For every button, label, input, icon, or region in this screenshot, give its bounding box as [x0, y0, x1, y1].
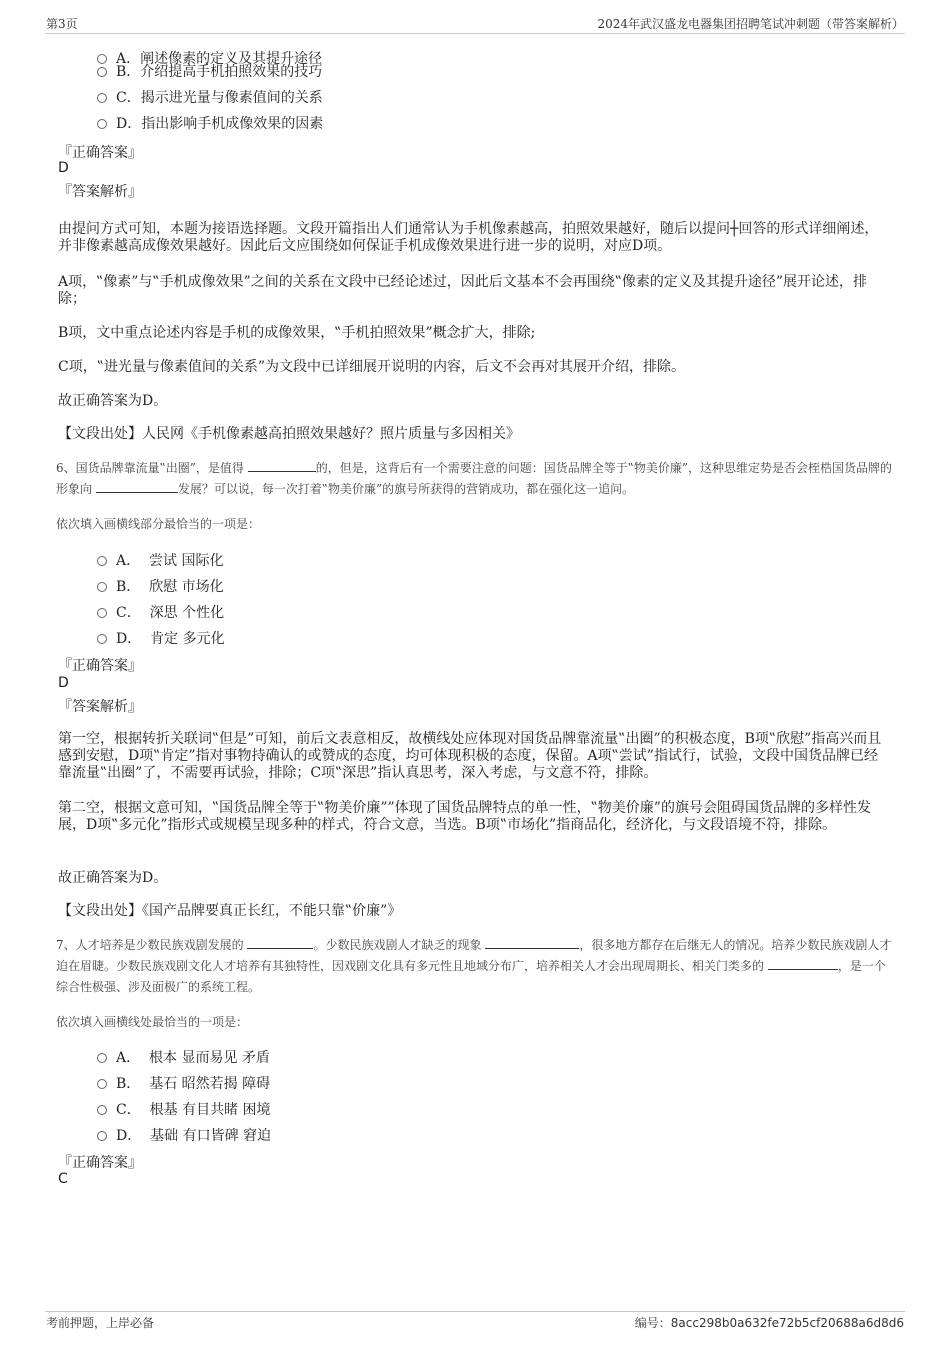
analysis-paragraph: B项，文中重点论述内容是手机的成像效果，‟手机拍照效果”概念扩大，排除;	[58, 325, 536, 341]
option-b[interactable]: B．介绍提高手机拍照效果的技巧	[97, 61, 322, 81]
option-c[interactable]: C． 根基 有目共睹 困境	[97, 1099, 271, 1119]
conclusion: 故正确答案为D。	[58, 870, 168, 886]
answer-label: 『正确答案』	[58, 1155, 142, 1171]
option-c[interactable]: C．揭示进光量与像素值间的关系	[97, 87, 323, 107]
radio-icon[interactable]	[97, 1131, 107, 1141]
option-text: 根本 显而易见 矛盾	[149, 1050, 270, 1066]
question-6-stem: 6、国货品牌靠流量‟出圈”，是值得 的，但是，这背后有一个需要注意的问题：国货品牌全等于‟物美价廉”，这种思维定势是否会桎梏国货品牌的形象向 发展？可以说，每一次打着‟物美价廉”的旗号所获得的营销成功，都在强化这一追问。	[56, 458, 894, 500]
radio-icon[interactable]	[97, 1105, 107, 1115]
header-divider	[45, 33, 905, 34]
fill-blank	[485, 935, 579, 949]
radio-icon[interactable]	[97, 634, 107, 644]
option-text: 指出影响手机成像效果的因素	[141, 116, 324, 132]
option-text: 根基 有目共睹 困境	[149, 1102, 271, 1118]
page-number: 第3页	[46, 17, 78, 31]
question-prompt: 依次填入画横线部分最恰当的一项是：	[56, 517, 261, 531]
answer-value: C	[58, 1171, 68, 1187]
radio-icon[interactable]	[97, 582, 107, 592]
document-code: 编号：8acc298b0a632fe72b5cf20688a6d8d6	[634, 1316, 904, 1330]
radio-icon[interactable]	[97, 1079, 107, 1089]
option-text: 揭示进光量与像素值间的关系	[140, 90, 323, 106]
radio-icon[interactable]	[97, 608, 107, 618]
option-b[interactable]: B． 欣慰 市场化	[97, 576, 224, 596]
radio-icon[interactable]	[97, 67, 107, 77]
option-text: 欣慰 市场化	[149, 579, 224, 595]
analysis-paragraph: 第一空，根据转折关联词‟但是”可知，前后文表意相反，故横线处应体现对国货品牌靠流量‟出圈”的积极态度，B项‟欣慰”指高兴而且感到安慰，D项‟肯定”指对事物持确认的或赞成的态度，均可体现积极的态度，保留。A项‟尝试”指试行，试验，文段中国货品牌已经靠流量‟出圈”了，不需要再试验，排除；C项‟深思”指认真思考，深入考虑，与文意不符，排除。	[58, 731, 882, 781]
answer-label: 『正确答案』	[58, 145, 142, 161]
option-d[interactable]: D． 基础 有口皆碑 窘迫	[97, 1125, 271, 1145]
question-prompt: 依次填入画横线处最恰当的一项是：	[56, 1015, 249, 1029]
answer-value: D	[58, 160, 69, 176]
option-text: 阐述像素的定义及其提升途径	[140, 51, 323, 67]
analysis-paragraph: 第二空，根据文意可知，‟国货品牌全等于‟物美价廉””体现了国货品牌特点的单一性，‟物美价廉”的旗号会阻碍国货品牌的多样性发展，D项‟多元化”指形式或规模呈现多种的样式，符合文意，当选。B项‟市场化”指商品化，经济化，与文段语境不符，排除。	[58, 800, 871, 833]
source-citation: 【文段出处】《国产品牌要真正长红，不能只靠‟价廉”》	[58, 903, 402, 919]
analysis-label: 『答案解析』	[58, 184, 142, 200]
option-b[interactable]: B． 基石 昭然若揭 障碍	[97, 1073, 270, 1093]
conclusion: 故正确答案为D。	[58, 393, 168, 409]
fill-blank	[248, 458, 316, 472]
option-a[interactable]: A．阐述像素的定义及其提升途径	[97, 48, 322, 68]
answer-label: 『正确答案』	[58, 658, 142, 674]
option-c[interactable]: C． 深思 个性化	[97, 602, 224, 622]
option-text: 深思 个性化	[149, 605, 225, 621]
radio-icon[interactable]	[97, 93, 107, 103]
analysis-paragraph: 由提问方式可知，本题为接语选择题。文段开篇指出人们通常认为手机像素越高，拍照效果越好，随后以提问┼回答的形式详细阐述，并非像素越高成像效果越好。因此后文应围绕如何保证手机成像效果进行进一步的说明，对应D项。	[58, 221, 879, 254]
analysis-paragraph: C项，‟进光量与像素值间的关系”为文段中已详细展开说明的内容，后文不会再对其展开介绍，排除。	[58, 359, 686, 375]
option-text: 肯定 多元化	[150, 631, 225, 647]
analysis-paragraph: A项，‟像素”与‟手机成像效果”之间的关系在文段中已经论述过，因此后文基本不会再围绕‟像素的定义及其提升途径”展开论述，排除；	[58, 274, 868, 307]
footer-slogan: 考前押题，上岸必备	[46, 1316, 155, 1330]
document-title: 2024年武汉盛龙电器集团招聘笔试冲刺题（带答案解析）	[597, 17, 904, 31]
option-a[interactable]: A． 尝试 国际化	[97, 550, 223, 570]
source-citation: 【文段出处】人民网《手机像素越高拍照效果越好？照片质量与多因相关》	[58, 426, 520, 442]
option-d[interactable]: D． 肯定 多元化	[97, 628, 225, 648]
radio-icon[interactable]	[97, 1053, 107, 1063]
answer-value: D	[58, 675, 69, 691]
option-a[interactable]: A． 根本 显而易见 矛盾	[97, 1047, 270, 1067]
option-text: 基础 有口皆碑 窘迫	[150, 1128, 272, 1144]
option-text: 介绍提高手机拍照效果的技巧	[140, 64, 323, 80]
question-7-stem: 7、人才培养是少数民族戏剧发展的 。少数民族戏剧人才缺乏的现象 ，很多地方都存在后继无人的情况。培养少数民族戏剧人才迫在眉睫。少数民族戏剧文化人才培养有其独特性，因戏剧文化具有多元性且地域分布广，培养相关人才会出现周期长、相关门类多的 ，是一个综合性极强、涉及面极广的系统工程。	[56, 935, 894, 998]
option-text: 尝试 国际化	[149, 553, 224, 569]
option-d[interactable]: D．指出影响手机成像效果的因素	[97, 113, 323, 133]
radio-icon[interactable]	[97, 556, 107, 566]
fill-blank	[96, 479, 178, 493]
analysis-label: 『答案解析』	[58, 699, 142, 715]
radio-icon[interactable]	[97, 119, 107, 129]
option-text: 基石 昭然若揭 障碍	[149, 1076, 271, 1092]
fill-blank	[247, 935, 313, 949]
fill-blank	[768, 956, 838, 970]
footer-divider	[45, 1311, 905, 1312]
